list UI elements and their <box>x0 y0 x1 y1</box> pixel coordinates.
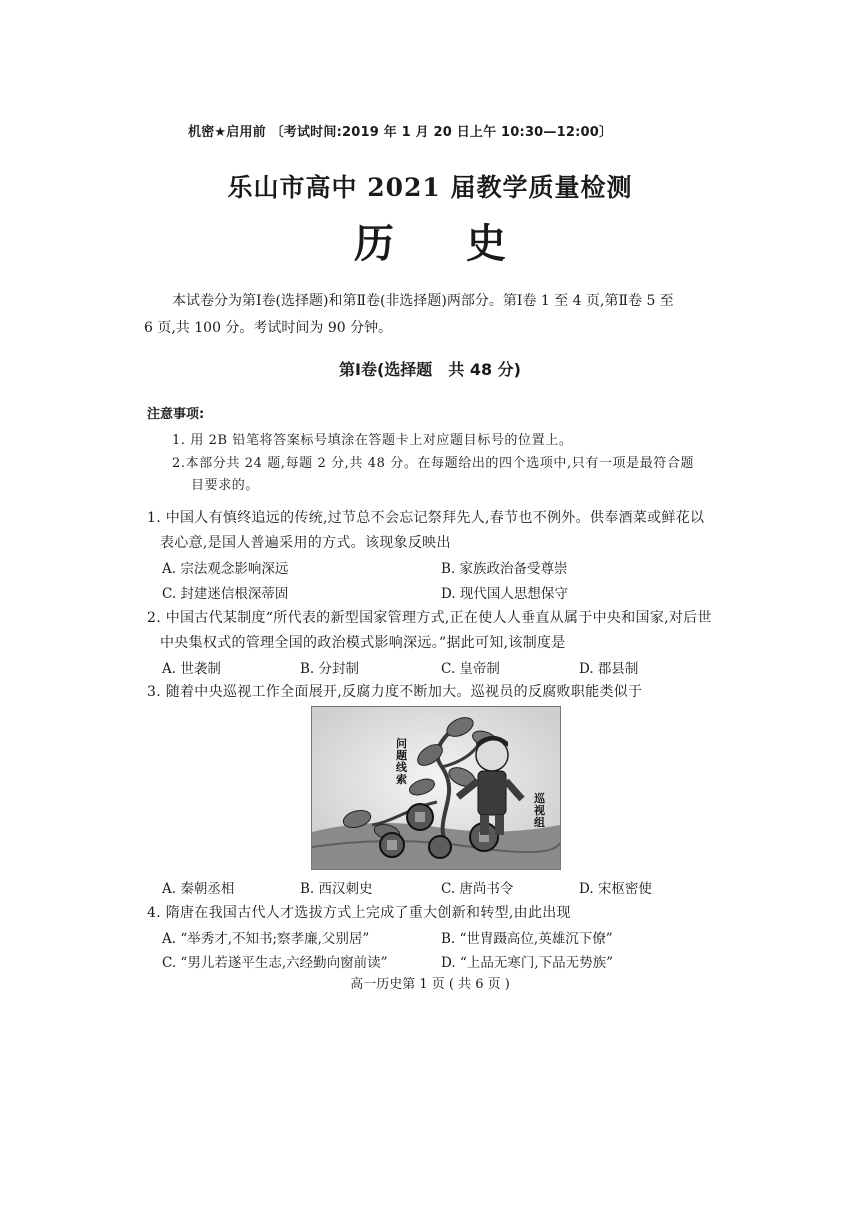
cartoon-label-inspection-char-1: 巡 <box>534 792 545 805</box>
question-2-stem-line-1: 2. 中国古代某制度“所代表的新型国家管理方式,正在使人人垂直从属于中央和国家,对后世 <box>147 610 712 626</box>
question-3-option-d: D. 宋枢密使 <box>579 881 652 897</box>
question-2-option-c: C. 皇帝制 <box>441 661 500 677</box>
question-2-option-b: B. 分封制 <box>300 661 360 677</box>
question-1-option-d: D. 现代国人思想保守 <box>441 586 568 602</box>
question-3-option-c: C. 唐尚书令 <box>441 881 514 897</box>
confidential-header: 机密★启用前 〔考试时间:2019 年 1 月 20 日上午 10:30—12:00〕 <box>188 125 613 140</box>
question-2-option-d: D. 郡县制 <box>579 661 639 677</box>
cartoon-label-clues-char-2: 题 <box>396 749 407 762</box>
question-2-option-a: A. 世袭制 <box>162 661 221 677</box>
note-item-2-line-2: 目要求的。 <box>191 478 260 493</box>
question-4-option-a: A. “举秀才,不知书;察孝廉,父别居” <box>162 931 370 947</box>
intro-line-1: 本试卷分为第Ⅰ卷(选择题)和第Ⅱ卷(非选择题)两部分。第Ⅰ卷 1 至 4 页,第Ⅱ卷 5 至 <box>172 293 674 309</box>
anti-corruption-cartoon <box>311 706 561 870</box>
question-2-stem-line-2: 中央集权式的管理全国的政治模式影响深远。”据此可知,该制度是 <box>160 635 566 651</box>
page-footer: 高一历史第 1 页 ( 共 6 页 ) <box>350 977 510 992</box>
question-1-stem-line-1: 1. 中国人有慎终追远的传统,过节总不会忘记祭拜先人,春节也不例外。供奉酒菜或鲜花以 <box>147 510 705 526</box>
question-4-option-c: C. “男儿若遂平生志,六经勤向窗前读” <box>162 955 388 971</box>
question-4-option-b: B. “世胄蹑高位,英雄沉下僚” <box>441 931 613 947</box>
note-item-1: 1. 用 2B 铅笔将答案标号填涂在答题卡上对应题目标号的位置上。 <box>172 433 573 448</box>
cartoon-label-inspection-char-3: 组 <box>534 816 545 829</box>
cartoon-label-inspection-char-2: 视 <box>534 804 545 817</box>
cartoon-label-clues-char-4: 索 <box>396 773 407 786</box>
exam-title: 乐山市高中 2021 届教学质量检测 <box>227 173 633 202</box>
question-1-option-b: B. 家族政治备受尊崇 <box>441 561 568 577</box>
question-4-stem-line-1: 4. 隋唐在我国古代人才选拔方式上完成了重大创新和转型,由此出现 <box>147 905 571 921</box>
question-1-option-a: A. 宗法观念影响深远 <box>162 561 289 577</box>
intro-line-2: 6 页,共 100 分。考试时间为 90 分钟。 <box>144 320 393 336</box>
question-1-option-c: C. 封建迷信根深蒂固 <box>162 586 289 602</box>
question-3-option-a: A. 秦朝丞相 <box>162 881 235 897</box>
note-item-2-line-1: 2.本部分共 24 题,每题 2 分,共 48 分。在每题给出的四个选项中,只有一项是最符合题 <box>172 456 695 471</box>
question-1-stem-line-2: 表心意,是国人普遍采用的方式。该现象反映出 <box>160 535 451 551</box>
subject-title: 历史 <box>354 220 578 267</box>
section-title: 第Ⅰ卷(选择题 共 48 分) <box>339 360 521 379</box>
question-4-option-d: D. “上品无寒门,下品无势族” <box>441 955 614 971</box>
question-3-option-b: B. 西汉刺史 <box>300 881 373 897</box>
cartoon-label-clues-char-3: 线 <box>396 761 407 774</box>
question-3-stem-line-1: 3. 随着中央巡视工作全面展开,反腐力度不断加大。巡视员的反腐败职能类似于 <box>147 684 643 700</box>
notes-heading: 注意事项: <box>147 407 205 422</box>
cartoon-label-clues-char-1: 问 <box>396 737 407 750</box>
